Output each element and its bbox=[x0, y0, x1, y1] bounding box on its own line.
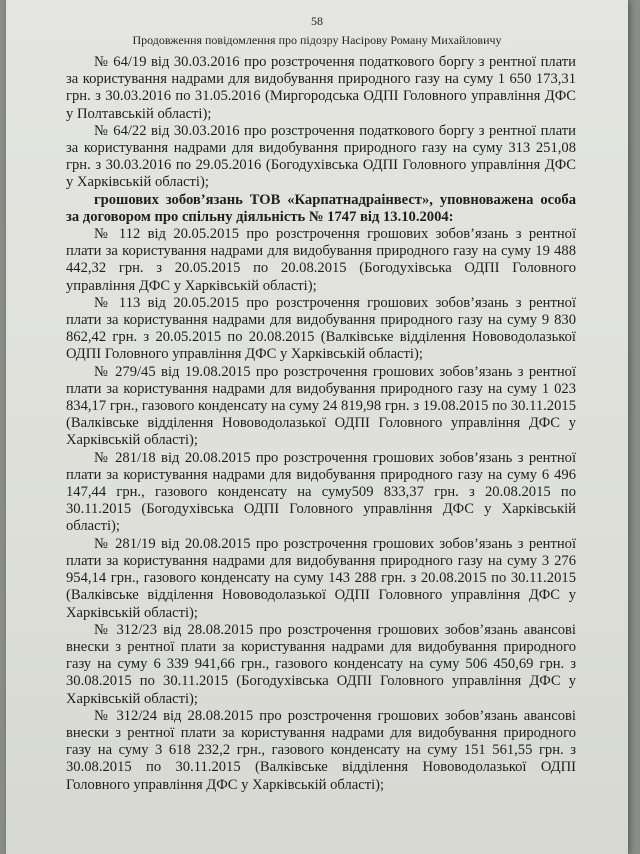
paragraph-6: № 281/18 від 20.08.2015 про розстрочення грошових зобов’язань з рентної плати за користування надрами для видобування природного газу на суму 6 496 147,44 грн., газового конденсату на суму509 833,37 грн. з 20.08.2015 по 30.11.2015 (Богодухівська ОДПІ Головного управління ДФС у Харківській області); bbox=[66, 449, 576, 535]
paragraph-2: № 64/22 від 30.03.2016 про розстрочення податкового боргу з рентної плати за користування надрами для видобування природного газу на суму 313 251,08 грн. з 30.03.2016 по 29.05.2016 (Богодухівська ОДПІ Головного управління ДФС у Харківській області); bbox=[66, 122, 576, 191]
paragraph-3: № 112 від 20.05.2015 про розстрочення грошових зобов’язань з рентної плати за користування надрами для видобування природного газу на суму 19 488 442,32 грн. з 20.05.2015 по 20.08.2015 (Богодухівська ОДПІ Головного управління ДФС у Харківській області); bbox=[66, 226, 576, 294]
section-heading: грошових зобов’язань ТОВ «Карпатнадраінвест», уповноважена особа за договором про спільну діяльність № 1747 від 13.10.2004: bbox=[66, 191, 576, 225]
document-body bbox=[66, 54, 576, 794]
running-header: Продовження повідомлення про підозру Насірову Роману Михайловичу bbox=[132, 33, 502, 47]
paragraph-8: № 312/23 від 28.08.2015 про розстрочення грошових зобов’язань авансові внески з рентної плати за користування надрами для видобування природного газу на суму 6 339 941,66 грн., газового конденсату на суму 506 450,69 грн. з 30.08.2015 по 30.11.2015 (Богодухівська ОДПІ Головного управління ДФС у Харківській області); bbox=[66, 621, 576, 707]
paragraph-9: № 312/24 від 28.08.2015 про розстрочення грошових зобов’язань авансові внески з рентної плати за користування надрами для видобування природного газу на суму 3 618 232,2 грн., газового конденсату на суму 151 561,55 грн. з 30.08.2015 по 30.11.2015 (Валківське відділення Нововодолазької ОДПІ Головного управління ДФС у Харківській області); bbox=[66, 707, 576, 793]
paragraph-1: № 64/19 від 30.03.2016 про розстрочення податкового боргу з рентної плати за користування надрами для видобування природного газу на суму 1 650 173,31 грн. з 30.03.2016 по 31.05.2016 (Миргородська ОДПІ Головного управління ДФС у Полтавській області); bbox=[66, 54, 576, 122]
page-number: 58 bbox=[311, 14, 323, 28]
document-page bbox=[6, 0, 628, 854]
paragraph-4: № 113 від 20.05.2015 про розстрочення грошових зобов’язань з рентної плати за користування надрами для видобування природного газу на суму 9 830 862,42 грн. з 20.05.2015 по 20.08.2015 (Валківське відділення Нововодолазької ОДПІ Головного управління ДФС у Харківській області); bbox=[66, 294, 576, 363]
paragraph-5: № 279/45 від 19.08.2015 про розстрочення грошових зобов’язань з рентної плати за користування надрами для видобування природного газу на суму 1 023 834,17 грн., газового конденсату на суму 24 819,98 грн. з 19.08.2015 по 30.11.2015 (Валківське відділення Нововодолазької ОДПІ Головного управління ДФС у Харківській області); bbox=[66, 363, 576, 449]
paragraph-7: № 281/19 від 20.08.2015 про розстрочення грошових зобов’язань з рентної плати за користування надрами для видобування природного газу на суму 3 276 954,14 грн., газового конденсату на суму 143 288 грн. з 20.08.2015 по 30.11.2015 (Валківське відділення Нововодолазької ОДПІ Головного управління ДФС у Харківській області); bbox=[66, 535, 576, 621]
